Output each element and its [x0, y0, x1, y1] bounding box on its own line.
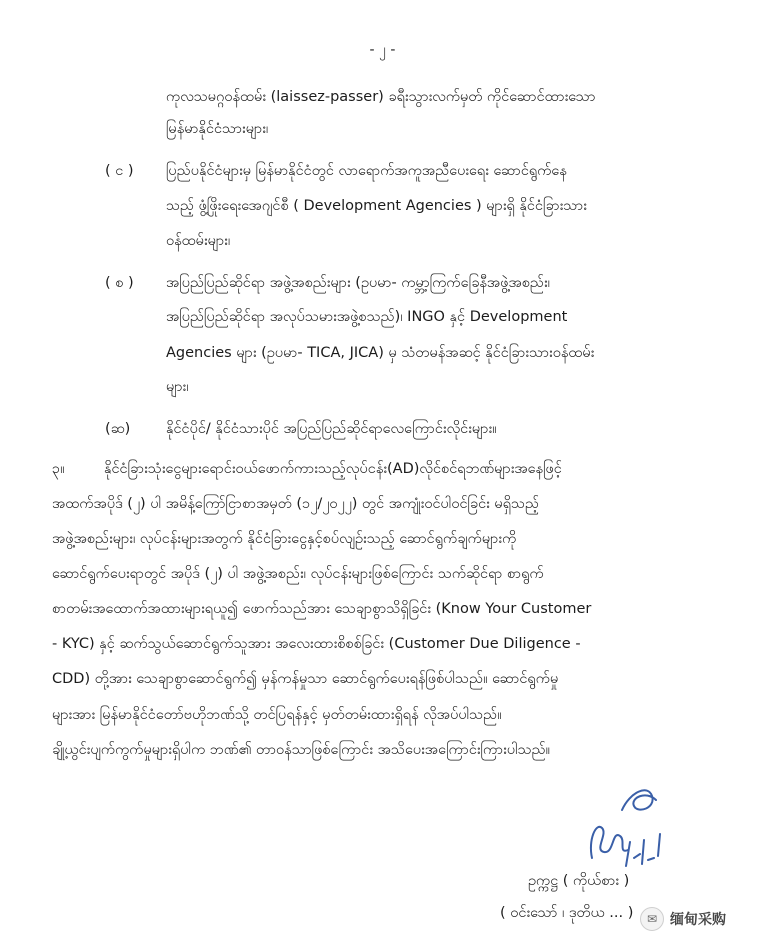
- para3-line-1: နိုင်ငံခြားသုံးငွေများရောင်းဝယ်ဖောက်ကားသည့်လုပ်ငန်း(AD)လိုင်စင်ရဘဏ်များအနေဖြင့်: [104, 461, 562, 477]
- item-sa-line-4: များ၊: [166, 379, 189, 395]
- watermark: [640, 907, 726, 931]
- page-number: - ၂ -: [369, 42, 396, 58]
- para3-line-7: CDD) တို့အား သေချာစွာဆောင်ရွက်၍ မှန်ကန်မှုသာ ဆောင်ရွက်ပေးရန်ဖြစ်ပါသည်။ ဆောင်ရွက်မှု: [52, 671, 559, 687]
- handwritten-signature: [582, 770, 672, 874]
- watermark-text: 缅甸采购: [670, 912, 726, 928]
- para3-line-2: အထက်အပိုဒ် (၂) ပါ အမိန့်ကြော်ငြာစာအမှတ် (၁၂/၂၀၂၂) တွင် အကျုံးဝင်ပါဝင်ခြင်း မရှိသည့်: [52, 496, 540, 512]
- para3-line-8: များအား မြန်မာနိုင်ငံတော်ဗဟိုဘဏ်သို့ တင်ပြရန်နှင့် မှတ်တမ်းထားရှိရန် လိုအပ်ပါသည်။: [52, 707, 502, 723]
- intro-line-1: ကုလသမဂ္ဂဝန်ထမ်း (laissez-passer) ခရီးသွားလက်မှတ် ကိုင်ဆောင်ထားသော: [166, 89, 596, 105]
- item-sa-line-1: အပြည်ပြည်ဆိုင်ရာ အဖွဲ့အစည်းများ (ဥပမာ- ကမ္ဘာ့ကြက်ခြေနီအဖွဲ့အစည်း၊: [166, 275, 550, 291]
- para3-line-6: - KYC) နှင့် ဆက်သွယ်ဆောင်ရွက်သူအား အလေးထားစိစစ်ခြင်း (Customer Due Diligence -: [52, 636, 581, 652]
- para3-label: ၃။: [52, 461, 65, 477]
- para3-line-5: စာတမ်းအထောက်အထားများရယူ၍ ဖောက်သည်အား သေချာစွာသိရှိခြင်း (Know Your Customer: [52, 601, 592, 617]
- item-nga-label: ( င ): [105, 163, 134, 179]
- item-nga-line-2: သည့် ဖွံ့ဖြိုးရေးအေဂျင်စီ ( Development Agencies ) များရှိ နိုင်ငံခြားသား: [166, 198, 587, 214]
- item-nga-line-3: ဝန်ထမ်းများ၊: [166, 233, 231, 249]
- item-hsa-line-1: နိုင်ငံပိုင်/ နိုင်ငံသားပိုင် အပြည်ပြည်ဆိုင်ရာလေကြောင်းလိုင်းများ။: [166, 421, 497, 437]
- intro-line-2: မြန်မာနိုင်ငံသားများ၊: [166, 121, 269, 137]
- item-sa-line-2: အပြည်ပြည်ဆိုင်ရာ အလုပ်သမားအဖွဲ့စသည်)၊ INGO နှင့် Development: [166, 309, 568, 325]
- para3-line-4: ဆောင်ရွက်ပေးရာတွင် အပိုဒ် (၂) ပါ အဖွဲ့အစည်း၊ လုပ်ငန်းများဖြစ်ကြောင်း သက်ဆိုင်ရာ စာရွက်: [52, 566, 544, 582]
- item-sa-label: ( စ ): [105, 275, 134, 291]
- para3-line-9: ချို့ယွင်းပျက်ကွက်မှုများရှိပါက ဘဏ်၏ တာဝန်သာဖြစ်ကြောင်း အသိပေးအကြောင်းကြားပါသည်။: [52, 742, 551, 758]
- signatory-name-date: ( ဝင်းသော် ၊ ဒုတိယ ... ): [500, 905, 634, 921]
- item-hsa-label: (ဆ): [105, 421, 131, 437]
- para3-line-3: အဖွဲ့အစည်းများ၊ လုပ်ငန်းများအတွက် နိုင်ငံခြားငွေနှင့်စပ်လျဉ်းသည့် ဆောင်ရွက်ချက်များကို: [52, 531, 517, 547]
- item-nga-line-1: ပြည်ပနိုင်ငံများမှ မြန်မာနိုင်ငံတွင် လာရောက်အကူအညီပေးရေး ဆောင်ရွက်နေ: [166, 163, 567, 179]
- signatory-title: ဥက္ကဋ္ဌ ( ကိုယ်စား ): [528, 873, 630, 889]
- item-sa-line-3: Agencies များ (ဥပမာ- TICA, JICA) မှ သံတမန်အဆင့် နိုင်ငံခြားသားဝန်ထမ်း: [166, 345, 595, 361]
- wechat-icon: ✉: [640, 907, 664, 931]
